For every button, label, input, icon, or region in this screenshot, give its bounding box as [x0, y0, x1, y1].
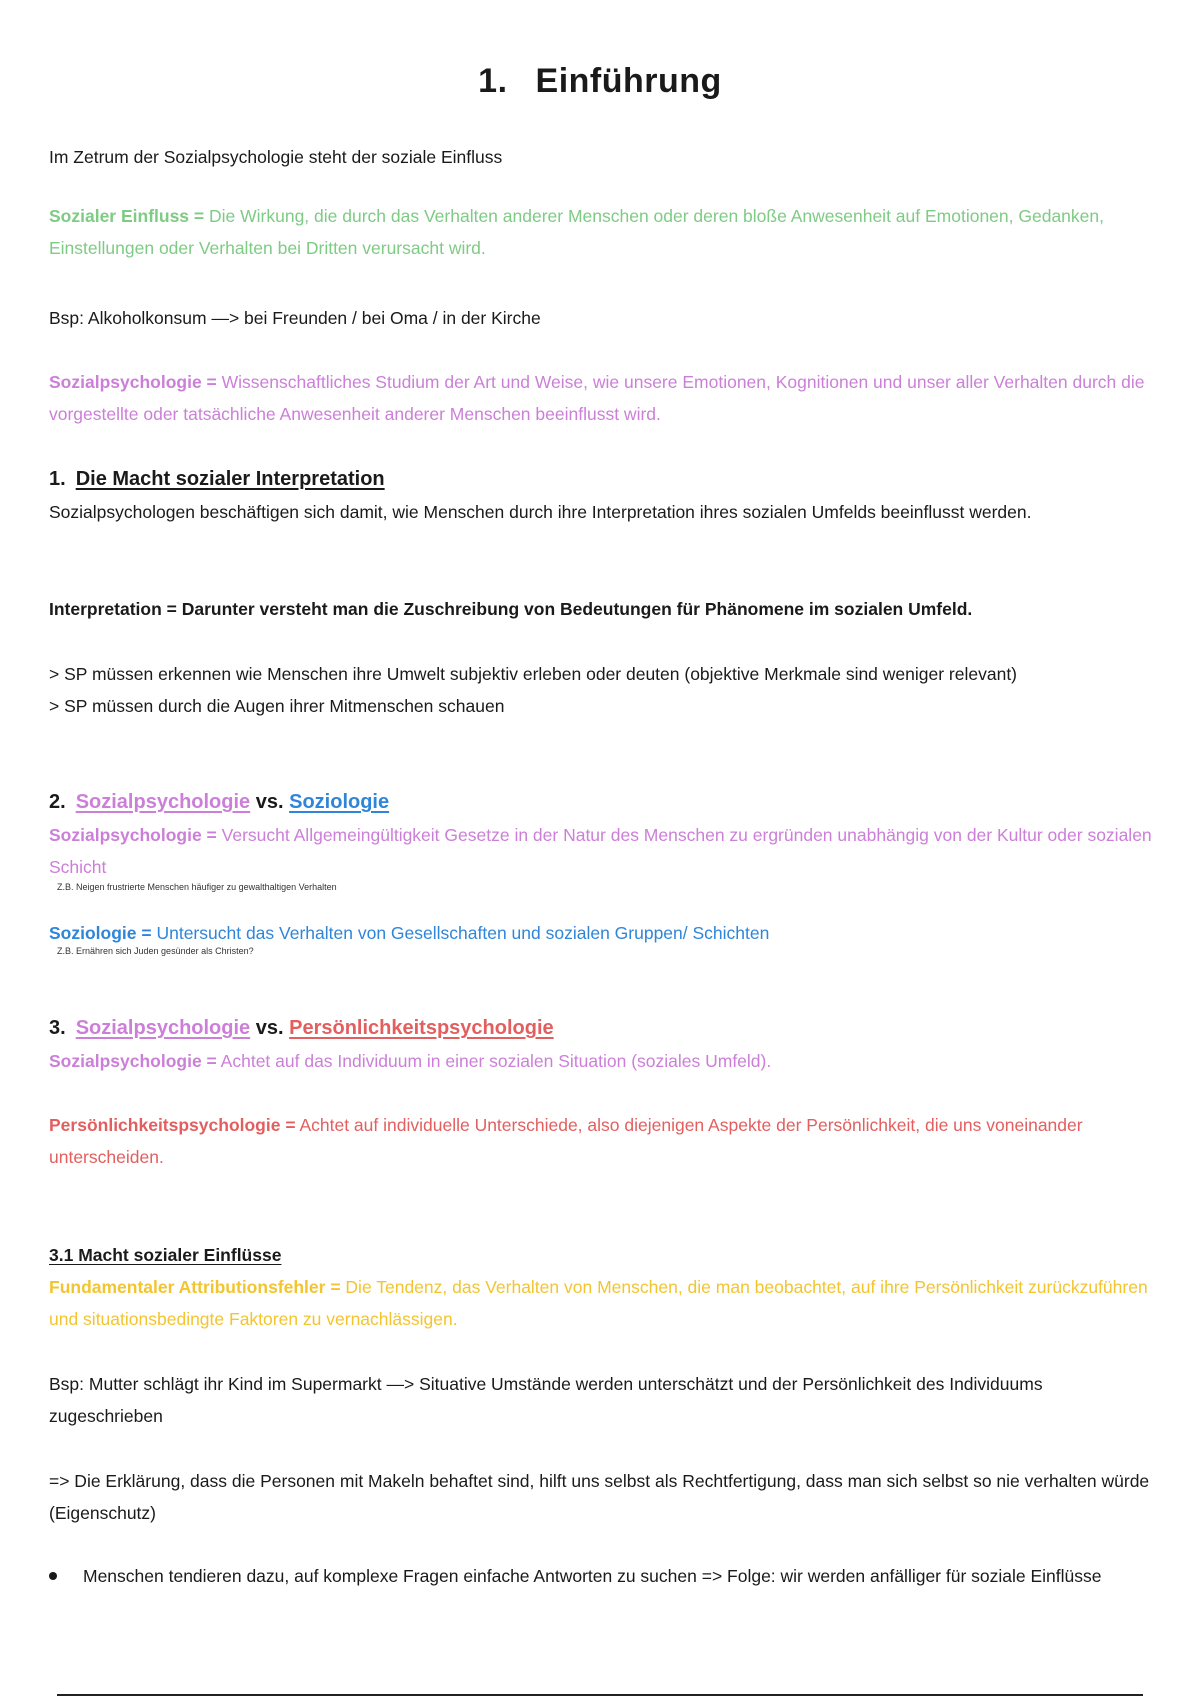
section-3-1-heading: 3.1 Macht sozialer Einflüsse	[49, 1245, 282, 1265]
section-title-b: Persönlichkeitspsychologie	[289, 1017, 554, 1039]
definition-text: Achtet auf das Individuum in einer sozialen Situation (soziales Umfeld).	[220, 1051, 772, 1071]
bullet-icon	[49, 1572, 57, 1580]
title-text: Einführung	[535, 62, 722, 100]
section-3-heading	[49, 1012, 1159, 1044]
section-title-a: Sozialpsychologie	[75, 791, 251, 813]
definition-term: Soziologie =	[49, 923, 152, 943]
section-title-a: Sozialpsychologie	[75, 1017, 251, 1039]
conclusion-paragraph: => Die Erklärung, dass die Personen mit Makeln behaftet sind, hilft uns selbst als Rechtfertigung, dass man sich selbst so nie verhalten würde (Eigenschutz)	[49, 1471, 1150, 1523]
definition-sozialpsychologie-2	[49, 819, 1159, 883]
definition-attributionsfehler	[49, 1271, 1159, 1335]
definition-text: Die Tendenz, das Verhalten von Menschen, die man beobachtet, auf ihre Persönlichkeit zurückzuführen und situationsbedingte Faktoren zu vernachlässigen.	[49, 1277, 1148, 1329]
definition-text: Versucht Allgemeingültigkeit Gesetze in der Natur des Menschen zu ergründen unabhängig von der Kultur oder sozialen Schicht	[49, 825, 1152, 877]
definition-text: Wissenschaftliches Studium der Art und Weise, wie unsere Emotionen, Kognitionen und unser aller Verhalten durch die vorgestellte oder tatsächliche Anwesenheit anderer Menschen beeinflusst wird.	[49, 372, 1145, 424]
section-2-heading	[49, 786, 1159, 818]
definition-term: Sozialpsychologie =	[49, 1051, 217, 1071]
title-number: 1.	[478, 62, 508, 100]
section-title: Die Macht sozialer Interpretation	[75, 468, 385, 490]
definition-term: Persönlichkeitspsychologie =	[49, 1115, 296, 1135]
page-title	[0, 62, 1200, 101]
section-title-b: Soziologie	[289, 791, 390, 813]
definition-sozialpsychologie	[49, 366, 1159, 430]
section-number: 2.	[49, 791, 66, 813]
definition-soziologie	[49, 917, 1159, 949]
definition-term: Sozialpsychologie =	[49, 825, 217, 845]
definition-text: Die Wirkung, die durch das Verhalten anderer Menschen oder deren bloße Anwesenheit auf Emotionen, Gedanken, Einstellungen oder Verhalten bei Dritten verursacht wird.	[49, 206, 1104, 258]
section-vs: vs.	[255, 791, 284, 813]
section-vs: vs.	[255, 1017, 284, 1039]
definition-term: Sozialpsychologie =	[49, 372, 217, 392]
definition-sozialpsychologie-3	[49, 1045, 1159, 1077]
definition-term: Sozialer Einfluss =	[49, 206, 205, 226]
definition-sozialer-einfluss	[49, 200, 1159, 264]
definition-text: Untersucht das Verhalten von Gesellschaften und sozialen Gruppen/ Schichten	[156, 923, 770, 943]
section-1-heading	[49, 463, 1159, 495]
definition-text: Achtet auf individuelle Unterschiede, also diejenigen Aspekte der Persönlichkeit, die uns voneinander unterscheiden.	[49, 1115, 1083, 1167]
section-number: 1.	[49, 468, 66, 490]
list-item: > SP müssen erkennen wie Menschen ihre Umwelt subjektiv erleben oder deuten (objektive Merkmale sind weniger relevant)	[49, 664, 1018, 684]
definition-persoenlichkeitspsychologie	[49, 1109, 1159, 1173]
section-number: 3.	[49, 1017, 66, 1039]
example-paragraph: Bsp: Alkoholkonsum —> bei Freunden / bei Oma / in der Kirche	[49, 308, 541, 328]
example-note: Z.B. Ernähren sich Juden gesünder als Christen?	[57, 946, 254, 956]
bullet-text: Menschen tendieren dazu, auf komplexe Fragen einfache Antworten zu suchen => Folge: wir werden anfälliger für soziale Einflüsse	[83, 1566, 1102, 1586]
section-1-text: Sozialpsychologen beschäftigen sich damit, wie Menschen durch ihre Interpretation ihres sozialen Umfelds beeinflusst werden.	[49, 502, 1032, 522]
example-note: Z.B. Neigen frustrierte Menschen häufiger zu gewalthaltigen Verhalten	[57, 882, 337, 892]
definition-term: Fundamentaler Attributionsfehler =	[49, 1277, 341, 1297]
intro-paragraph: Im Zetrum der Sozialpsychologie steht der soziale Einfluss	[49, 147, 503, 167]
list-item: > SP müssen durch die Augen ihrer Mitmenschen schauen	[49, 696, 505, 716]
example-paragraph: Bsp: Mutter schlägt ihr Kind im Supermarkt —> Situative Umstände werden unterschätzt und der Persönlichkeit des Individuums zugeschrieben	[49, 1374, 1043, 1426]
divider	[57, 1694, 1143, 1696]
definition-interpretation: Interpretation = Darunter versteht man die Zuschreibung von Bedeutungen für Phänomene im sozialen Umfeld.	[49, 599, 973, 619]
